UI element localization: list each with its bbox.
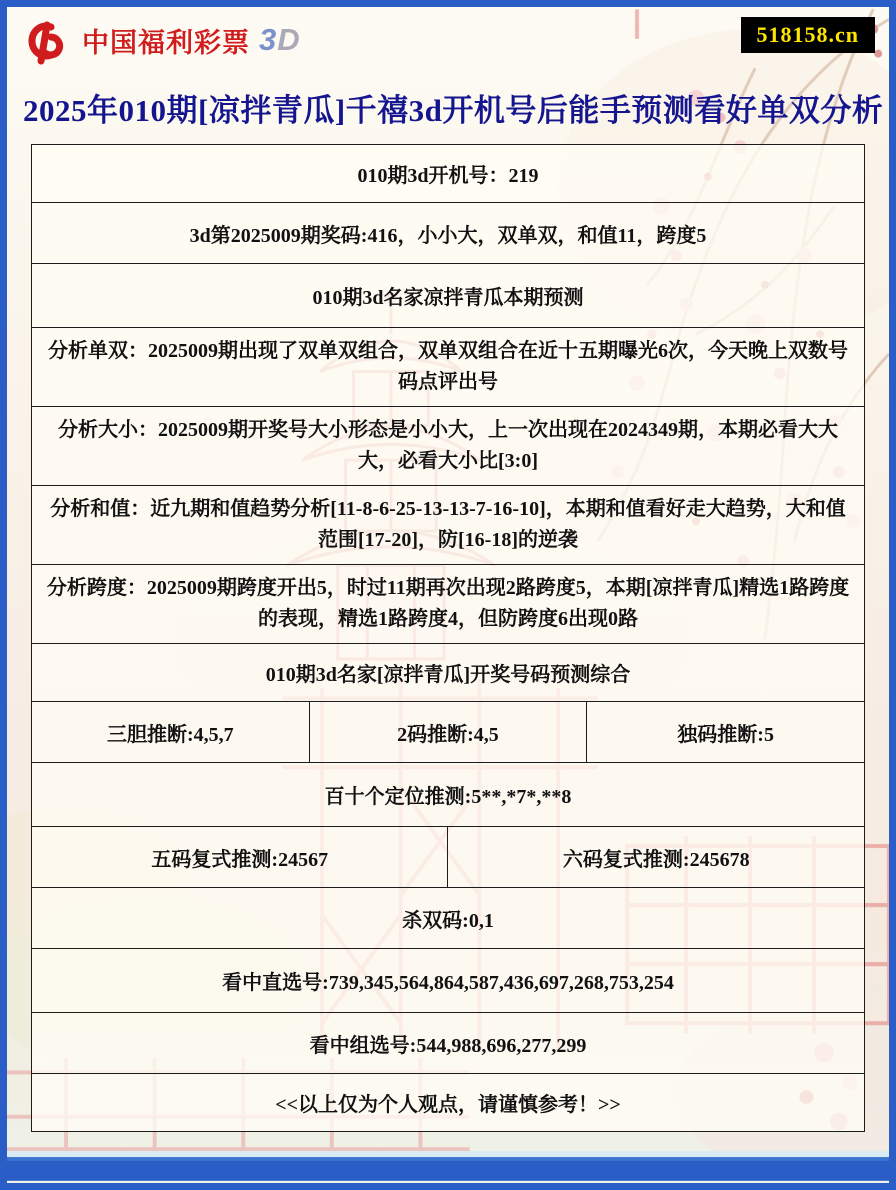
kaiji-number-cell: 010期3d开机号：219 [32,145,865,203]
kill-double-cell: 杀双码:0,1 [32,888,865,949]
table-row [32,565,865,644]
table-row [32,145,865,203]
analysis-kuadu-cell: 分析跨度：2025009期跨度开出5，时过11期再次出现2路跨度5，本期[凉拌青瓜]精选1路跨度的表现，精选1路跨度4，但防跨度6出现0路 [32,565,865,644]
expert-intro-cell: 010期3d名家凉拌青瓜本期预测 [32,264,865,328]
last-result-cell: 3d第2025009期奖码:416，小小大，双单双，和值11，跨度5 [32,203,865,264]
zuxuan-picks-cell: 看中组选号:544,988,696,277,299 [32,1013,865,1074]
table-row [32,827,865,888]
three-dan-cell: 三胆推断:4,5,7 [32,702,310,763]
five-code-cell: 五码复式推测:24567 [32,827,448,888]
analysis-daxiao-cell: 分析大小：2025009期开奖号大小形态是小小大，上一次出现在2024349期，本期必看大大大，必看大小比[3:0] [32,407,865,486]
analysis-danshuang-cell: 分析单双：2025009期出现了双单双组合，双单双组合在近十五期曝光6次，今天晚上双数号码点评出号 [32,328,865,407]
single-code-cell: 独码推断:5 [587,702,865,763]
table-row [32,644,865,702]
summary-header-cell: 010期3d名家[凉拌青瓜]开奖号码预测综合 [32,644,865,702]
site-badge[interactable]: 518158.cn [741,17,876,53]
brand-name: 中国福利彩票 [82,27,250,58]
positioning-cell: 百十个定位推测:5**,*7*,**8 [32,763,865,827]
six-code-cell: 六码复式推测:245678 [448,827,865,888]
table-row [32,328,865,407]
table-row [32,486,865,565]
table-row [32,203,865,264]
brand-suffix-3d: 3D [259,22,300,57]
table-row [32,702,865,763]
two-code-cell: 2码推断:4,5 [309,702,587,763]
china-welfare-lottery-icon [21,15,73,65]
header [7,7,889,77]
disclaimer-cell: <<以上仅为个人观点，请谨慎参考！>> [32,1074,865,1132]
analysis-hezhi-cell: 分析和值：近九期和值趋势分析[11-8-6-25-13-13-7-16-10]，本期和值看好走大趋势，大和值范围[17-20]，防[16-18]的逆袭 [32,486,865,565]
table-row [32,1074,865,1132]
table-row [32,949,865,1013]
table-row [32,888,865,949]
table-row [32,264,865,328]
table-row [32,763,865,827]
table-row [32,1013,865,1074]
page-title: 2025年010期[凉拌青瓜]千禧3d开机号后能手预测看好单双分析 [23,93,884,128]
prediction-table [31,144,865,1132]
table-row [32,407,865,486]
zhixuan-picks-cell: 看中直选号:739,345,564,864,587,436,697,268,753,254 [32,949,865,1013]
